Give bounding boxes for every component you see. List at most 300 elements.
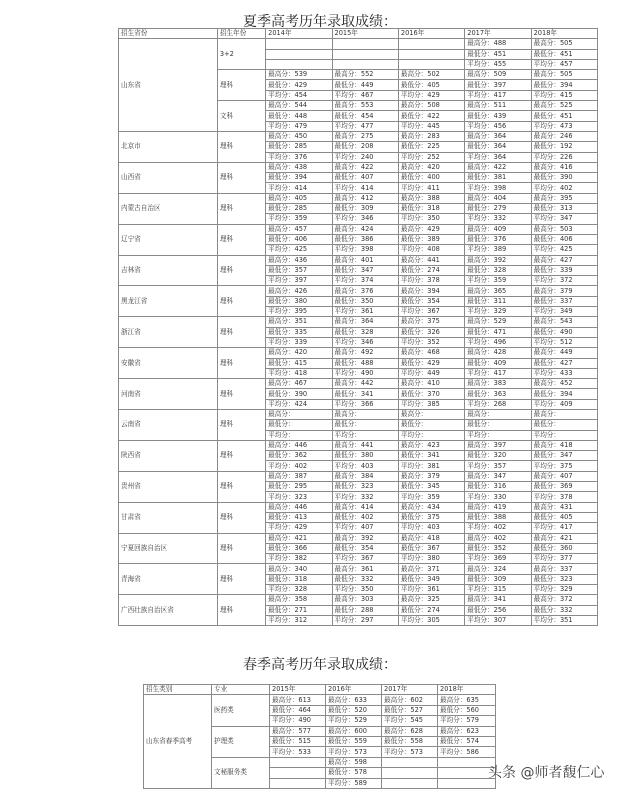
table-row [119, 348, 598, 358]
score-cell: 最低分：527 [382, 705, 438, 715]
score-cell: 平均分：364 [465, 152, 531, 162]
score-cell: 最低分：366 [266, 543, 332, 553]
score-cell: 最低分：349 [398, 574, 464, 584]
score-cell: 平均分：433 [531, 368, 597, 378]
score-cell: 最高分：427 [531, 255, 597, 265]
subject-type: 理科 [217, 564, 265, 595]
score-cell: 最低分：390 [531, 173, 597, 183]
header-category: 招生类别 [144, 685, 212, 695]
score-cell: 最低分：323 [531, 574, 597, 584]
score-cell: 最高分：503 [531, 224, 597, 234]
score-cell: 平均分：329 [531, 585, 597, 595]
score-cell: 平均分：315 [465, 585, 531, 595]
table-row [119, 471, 598, 481]
score-cell: 平均分：357 [465, 461, 531, 471]
score-cell: 最高分：404 [465, 193, 531, 203]
score-cell: 最高分：426 [266, 286, 332, 296]
score-cell: 最低分：274 [398, 265, 464, 275]
score-cell: 最高分：383 [465, 379, 531, 389]
score-cell: 最低分：415 [266, 358, 332, 368]
score-cell: 最低分：311 [465, 296, 531, 306]
province-name: 广西壮族自治区省 [119, 595, 218, 626]
score-cell: 平均分：240 [332, 152, 398, 162]
score-cell: 最高分： [332, 409, 398, 419]
score-cell: 最高分：529 [465, 317, 531, 327]
score-cell: 最低分：397 [465, 80, 531, 90]
score-cell: 最低分：429 [398, 358, 464, 368]
score-cell: 平均分：382 [266, 554, 332, 564]
score-cell: 平均分：268 [465, 399, 531, 409]
score-cell: 最低分：471 [465, 327, 531, 337]
score-cell: 最高分：361 [332, 564, 398, 574]
score-cell: 平均分： [398, 430, 464, 440]
score-cell: 平均分：323 [266, 492, 332, 502]
score-cell: 最高分：553 [332, 101, 398, 111]
score-cell: 平均分：407 [332, 523, 398, 533]
score-cell: 最高分：407 [531, 471, 597, 481]
score-cell: 最高分：446 [266, 440, 332, 450]
score-cell: 最低分：520 [326, 705, 382, 715]
province-name: 辽宁省 [119, 224, 218, 255]
score-cell: 最高分：488 [465, 39, 531, 49]
score-cell: 最低分：313 [531, 204, 597, 214]
score-cell: 最低分：341 [332, 389, 398, 399]
score-cell: 最高分：351 [266, 317, 332, 327]
subject-type: 理科 [217, 502, 265, 533]
score-cell: 最低分：429 [266, 80, 332, 90]
score-cell: 平均分： [266, 430, 332, 440]
subject-type: 理科 [217, 255, 265, 286]
score-cell: 最低分：271 [266, 605, 332, 615]
score-cell: 最低分：225 [398, 142, 464, 152]
table-row [119, 131, 598, 141]
score-cell: 最低分：394 [531, 389, 597, 399]
score-cell: 最高分：502 [398, 70, 464, 80]
score-cell [266, 49, 332, 59]
summer-table [118, 28, 598, 626]
score-cell: 平均分：449 [398, 368, 464, 378]
score-cell: 最高分：364 [465, 131, 531, 141]
score-cell: 平均分：385 [398, 399, 464, 409]
score-cell: 平均分：366 [332, 399, 398, 409]
score-cell: 最高分：602 [382, 695, 438, 705]
table-row [119, 533, 598, 543]
score-cell: 平均分：330 [465, 492, 531, 502]
score-cell: 平均分：352 [398, 337, 464, 347]
score-cell: 平均分：414 [332, 183, 398, 193]
score-cell: 平均分：367 [332, 554, 398, 564]
score-cell: 最高分：628 [382, 726, 438, 736]
province-name: 山东省 [119, 39, 218, 132]
header-year-label: 招生年份 [217, 29, 265, 39]
score-cell: 最低分：409 [465, 358, 531, 368]
score-cell: 平均分：398 [332, 245, 398, 255]
province-name: 内蒙古自治区 [119, 193, 218, 224]
score-cell: 平均分：361 [332, 307, 398, 317]
score-cell: 最低分：362 [266, 451, 332, 461]
score-cell: 平均分：429 [266, 523, 332, 533]
score-cell [266, 39, 332, 49]
table-row [119, 502, 598, 512]
score-cell: 平均分：378 [398, 276, 464, 286]
score-cell: 最高分：421 [266, 533, 332, 543]
major-name: 文秘服务类 [212, 757, 270, 788]
score-cell: 平均分：456 [465, 121, 531, 131]
score-cell: 平均分：226 [531, 152, 597, 162]
score-cell: 最低分：422 [398, 111, 464, 121]
score-cell: 最低分：328 [332, 327, 398, 337]
score-cell: 平均分：424 [266, 399, 332, 409]
score-cell: 最高分：388 [398, 193, 464, 203]
table-row [119, 379, 598, 389]
score-cell: 最高分：441 [398, 255, 464, 265]
score-cell: 最高分：283 [398, 131, 464, 141]
province-name: 陕西省 [119, 440, 218, 471]
score-cell: 平均分：425 [266, 245, 332, 255]
score-cell: 平均分：579 [438, 716, 496, 726]
score-cell: 最低分：208 [332, 142, 398, 152]
score-cell: 最高分：384 [332, 471, 398, 481]
score-cell: 最低分：578 [326, 768, 382, 778]
score-cell: 最低分：413 [266, 512, 332, 522]
score-cell: 最高分： [266, 409, 332, 419]
score-cell: 平均分：378 [531, 492, 597, 502]
score-cell: 最低分：320 [465, 451, 531, 461]
header-year: 2018年 [531, 29, 597, 39]
score-cell: 平均分：351 [531, 615, 597, 625]
score-cell: 最高分：422 [465, 162, 531, 172]
score-cell: 最高分：457 [266, 224, 332, 234]
score-cell: 最低分：400 [398, 173, 464, 183]
score-cell: 平均分：403 [398, 523, 464, 533]
score-cell: 最低分：558 [382, 736, 438, 746]
header-year: 2017年 [465, 29, 531, 39]
score-cell: 最低分：347 [332, 265, 398, 275]
score-cell: 最高分：539 [266, 70, 332, 80]
score-cell: 最高分：392 [465, 255, 531, 265]
category-name: 山东省春季高考 [144, 695, 212, 789]
score-cell: 最高分：379 [531, 286, 597, 296]
table-row [144, 695, 496, 705]
score-cell: 最低分：560 [438, 705, 496, 715]
score-cell: 平均分：457 [531, 59, 597, 69]
score-cell: 平均分：359 [266, 214, 332, 224]
score-cell: 最高分：452 [531, 379, 597, 389]
score-cell: 最低分：192 [531, 142, 597, 152]
score-cell [382, 778, 438, 788]
score-cell: 最低分：274 [398, 605, 464, 615]
subject-type: 理科 [217, 193, 265, 224]
score-cell: 最高分：418 [398, 533, 464, 543]
score-cell: 最低分：406 [531, 234, 597, 244]
score-cell: 最高分：508 [398, 101, 464, 111]
score-cell: 最低分：345 [398, 482, 464, 492]
score-cell: 最高分：449 [531, 348, 597, 358]
score-cell: 最低分：390 [266, 389, 332, 399]
score-cell: 平均分：529 [326, 716, 382, 726]
score-cell: 最低分：427 [531, 358, 597, 368]
score-cell: 平均分：454 [266, 90, 332, 100]
score-cell [398, 49, 464, 59]
score-cell: 最高分：511 [465, 101, 531, 111]
score-cell: 最高分：438 [266, 162, 332, 172]
score-cell [332, 39, 398, 49]
score-cell: 最低分：332 [531, 605, 597, 615]
score-cell: 最低分：332 [332, 574, 398, 584]
score-cell: 最低分： [531, 420, 597, 430]
score-cell: 最高分：429 [398, 224, 464, 234]
score-cell: 最高分：635 [438, 695, 496, 705]
subject-type: 理科 [217, 162, 265, 193]
score-cell: 最低分： [332, 420, 398, 430]
score-cell: 平均分：347 [531, 214, 597, 224]
score-cell: 最高分：525 [531, 101, 597, 111]
score-cell: 平均分：374 [332, 276, 398, 286]
score-cell: 最高分：505 [531, 39, 597, 49]
score-cell: 最高分： [398, 409, 464, 419]
score-cell: 最低分：309 [332, 204, 398, 214]
score-cell: 最低分：354 [398, 296, 464, 306]
score-cell: 最高分：372 [531, 595, 597, 605]
score-cell [438, 768, 496, 778]
score-cell: 最低分：464 [270, 705, 326, 715]
score-cell: 最低分：364 [465, 142, 531, 152]
score-cell: 最低分：326 [398, 327, 464, 337]
province-name: 云南省 [119, 409, 218, 440]
score-cell: 平均分：402 [266, 461, 332, 471]
score-cell [332, 49, 398, 59]
score-cell [438, 757, 496, 767]
score-cell: 最高分：419 [465, 502, 531, 512]
score-cell: 最高分：394 [398, 286, 464, 296]
score-cell: 最低分：285 [266, 142, 332, 152]
score-cell: 最高分： [531, 409, 597, 419]
score-cell: 最低分：388 [465, 512, 531, 522]
score-cell: 最低分：347 [531, 451, 597, 461]
score-cell: 最高分：341 [465, 595, 531, 605]
score-cell: 平均分：417 [465, 368, 531, 378]
score-cell: 平均分：359 [398, 492, 464, 502]
score-cell: 平均分：329 [465, 307, 531, 317]
score-cell: 最高分：552 [332, 70, 398, 80]
score-cell: 最高分：492 [332, 348, 398, 358]
subject-type: 理科 [217, 286, 265, 317]
score-cell: 最高分：418 [531, 440, 597, 450]
score-cell: 最高分：623 [438, 726, 496, 736]
score-cell: 最高分：420 [398, 162, 464, 172]
score-cell: 最低分：316 [465, 482, 531, 492]
header-year: 2014年 [266, 29, 332, 39]
table-row [119, 224, 598, 234]
score-cell: 最高分：577 [270, 726, 326, 736]
score-cell: 平均分：349 [531, 307, 597, 317]
score-cell: 最高分：442 [332, 379, 398, 389]
score-cell: 平均分：402 [465, 523, 531, 533]
score-cell: 最高分：428 [465, 348, 531, 358]
subject-type: 理科 [217, 471, 265, 502]
score-cell [382, 768, 438, 778]
score-cell: 最高分：613 [270, 695, 326, 705]
spring-table-body [144, 685, 496, 789]
score-cell: 平均分：573 [382, 747, 438, 757]
score-cell: 最高分：275 [332, 131, 398, 141]
score-cell: 最高分：246 [531, 131, 597, 141]
score-cell: 最低分：402 [332, 512, 398, 522]
score-cell: 平均分： [531, 430, 597, 440]
score-cell: 最低分：389 [398, 234, 464, 244]
score-cell: 最低分：295 [266, 482, 332, 492]
score-cell: 最高分：436 [266, 255, 332, 265]
score-cell: 平均分：467 [332, 90, 398, 100]
score-cell: 平均分：395 [266, 307, 332, 317]
subject-type: 理科 [217, 224, 265, 255]
score-cell: 最高分：376 [332, 286, 398, 296]
province-name: 甘肃省 [119, 502, 218, 533]
score-cell: 平均分：545 [382, 716, 438, 726]
score-cell: 最低分：451 [531, 111, 597, 121]
score-cell: 最低分：309 [465, 574, 531, 584]
province-name: 河南省 [119, 379, 218, 410]
score-cell: 最低分：488 [332, 358, 398, 368]
table-row [119, 440, 598, 450]
score-cell: 最低分：288 [332, 605, 398, 615]
major-name: 医药类 [212, 695, 270, 726]
subject-type: 理科 [217, 440, 265, 471]
score-cell: 平均分：415 [531, 90, 597, 100]
score-cell: 最低分：439 [465, 111, 531, 121]
score-cell: 平均分：473 [531, 121, 597, 131]
score-cell: 最高分：371 [398, 564, 464, 574]
score-cell: 平均分：397 [266, 276, 332, 286]
province-name: 山西省 [119, 162, 218, 193]
score-cell: 最高分：365 [465, 286, 531, 296]
score-cell: 最高分：505 [531, 70, 597, 80]
score-cell: 最高分：379 [398, 471, 464, 481]
score-cell: 最高分：633 [326, 695, 382, 705]
summer-table-body [119, 29, 598, 626]
score-cell: 平均分：350 [332, 585, 398, 595]
subject-type: 理科 [217, 379, 265, 410]
score-cell: 最低分：256 [465, 605, 531, 615]
major-name: 护理类 [212, 726, 270, 757]
score-cell: 最高分：450 [266, 131, 332, 141]
score-cell: 最低分：350 [332, 296, 398, 306]
subject-type: 理科 [217, 533, 265, 564]
score-cell: 最高分：446 [266, 502, 332, 512]
score-cell: 最高分：410 [398, 379, 464, 389]
score-cell: 最高分：392 [332, 533, 398, 543]
score-cell: 平均分：533 [270, 747, 326, 757]
score-cell: 平均分：376 [266, 152, 332, 162]
score-cell: 最高分：402 [465, 533, 531, 543]
score-cell: 平均分：380 [398, 554, 464, 564]
score-cell: 最低分：559 [326, 736, 382, 746]
score-cell: 最高分：423 [398, 440, 464, 450]
score-cell: 最低分： [465, 420, 531, 430]
header-year: 2015年 [270, 685, 326, 695]
score-cell: 最高分：414 [332, 502, 398, 512]
score-cell: 最高分：431 [531, 502, 597, 512]
score-cell: 平均分： [332, 430, 398, 440]
score-cell: 最高分：397 [465, 440, 531, 450]
score-cell: 平均分：411 [398, 183, 464, 193]
score-cell [398, 39, 464, 49]
score-cell: 最高分：467 [266, 379, 332, 389]
score-cell: 平均分：512 [531, 337, 597, 347]
score-cell: 最高分：543 [531, 317, 597, 327]
score-cell: 平均分：346 [332, 214, 398, 224]
score-cell: 平均分：361 [398, 585, 464, 595]
score-cell: 平均分：389 [465, 245, 531, 255]
score-cell [332, 59, 398, 69]
score-cell: 最低分：451 [465, 49, 531, 59]
score-cell: 最低分：339 [531, 265, 597, 275]
province-name: 黑龙江省 [119, 286, 218, 317]
score-cell: 最高分：337 [531, 564, 597, 574]
score-cell: 最低分：490 [531, 327, 597, 337]
score-cell: 最高分：424 [332, 224, 398, 234]
score-cell: 平均分：252 [398, 152, 464, 162]
watermark: 头条 @师者馥仁心 [488, 765, 605, 781]
score-cell: 平均分：367 [398, 307, 464, 317]
score-cell: 最低分：360 [531, 543, 597, 553]
score-cell: 最低分： [266, 420, 332, 430]
score-cell: 平均分：328 [266, 585, 332, 595]
score-cell: 最低分：318 [266, 574, 332, 584]
score-cell [270, 757, 326, 767]
score-cell: 最高分：441 [332, 440, 398, 450]
score-cell: 最低分：370 [398, 389, 464, 399]
score-cell: 最高分： [465, 409, 531, 419]
header-year: 2018年 [438, 685, 496, 695]
score-cell: 最低分： [398, 420, 464, 430]
summer-title: 夏季高考历年录取成绩： [243, 14, 397, 30]
score-cell: 平均分：339 [266, 337, 332, 347]
score-cell: 最低分：363 [465, 389, 531, 399]
score-cell: 最低分：381 [465, 173, 531, 183]
score-cell: 最高分：324 [465, 564, 531, 574]
score-cell: 最低分：515 [270, 736, 326, 746]
score-cell [398, 59, 464, 69]
score-cell: 最高分：347 [465, 471, 531, 481]
score-cell: 最低分：451 [531, 49, 597, 59]
score-cell: 平均分：425 [531, 245, 597, 255]
score-cell: 平均分：403 [332, 461, 398, 471]
spring-header-row [144, 685, 496, 695]
score-cell: 最高分：340 [266, 564, 332, 574]
score-cell: 最高分：395 [531, 193, 597, 203]
score-cell: 平均分：332 [332, 492, 398, 502]
score-cell: 最低分：394 [531, 80, 597, 90]
score-cell: 最低分：406 [266, 234, 332, 244]
score-cell: 最低分：328 [465, 265, 531, 275]
score-cell [438, 778, 496, 788]
score-cell: 平均分：586 [438, 747, 496, 757]
subject-type: 3+2 [217, 39, 265, 70]
score-cell: 最低分：357 [266, 265, 332, 275]
score-cell [270, 768, 326, 778]
score-cell: 最高分：434 [398, 502, 464, 512]
score-cell: 最高分：509 [465, 70, 531, 80]
score-cell: 平均分：496 [465, 337, 531, 347]
province-name: 宁夏回族自治区 [119, 533, 218, 564]
score-cell: 最低分：279 [465, 204, 531, 214]
score-cell: 平均分：372 [531, 276, 597, 286]
score-cell [382, 757, 438, 767]
score-cell: 平均分：418 [266, 368, 332, 378]
score-cell: 最低分：341 [398, 451, 464, 461]
score-cell: 最低分：335 [266, 327, 332, 337]
